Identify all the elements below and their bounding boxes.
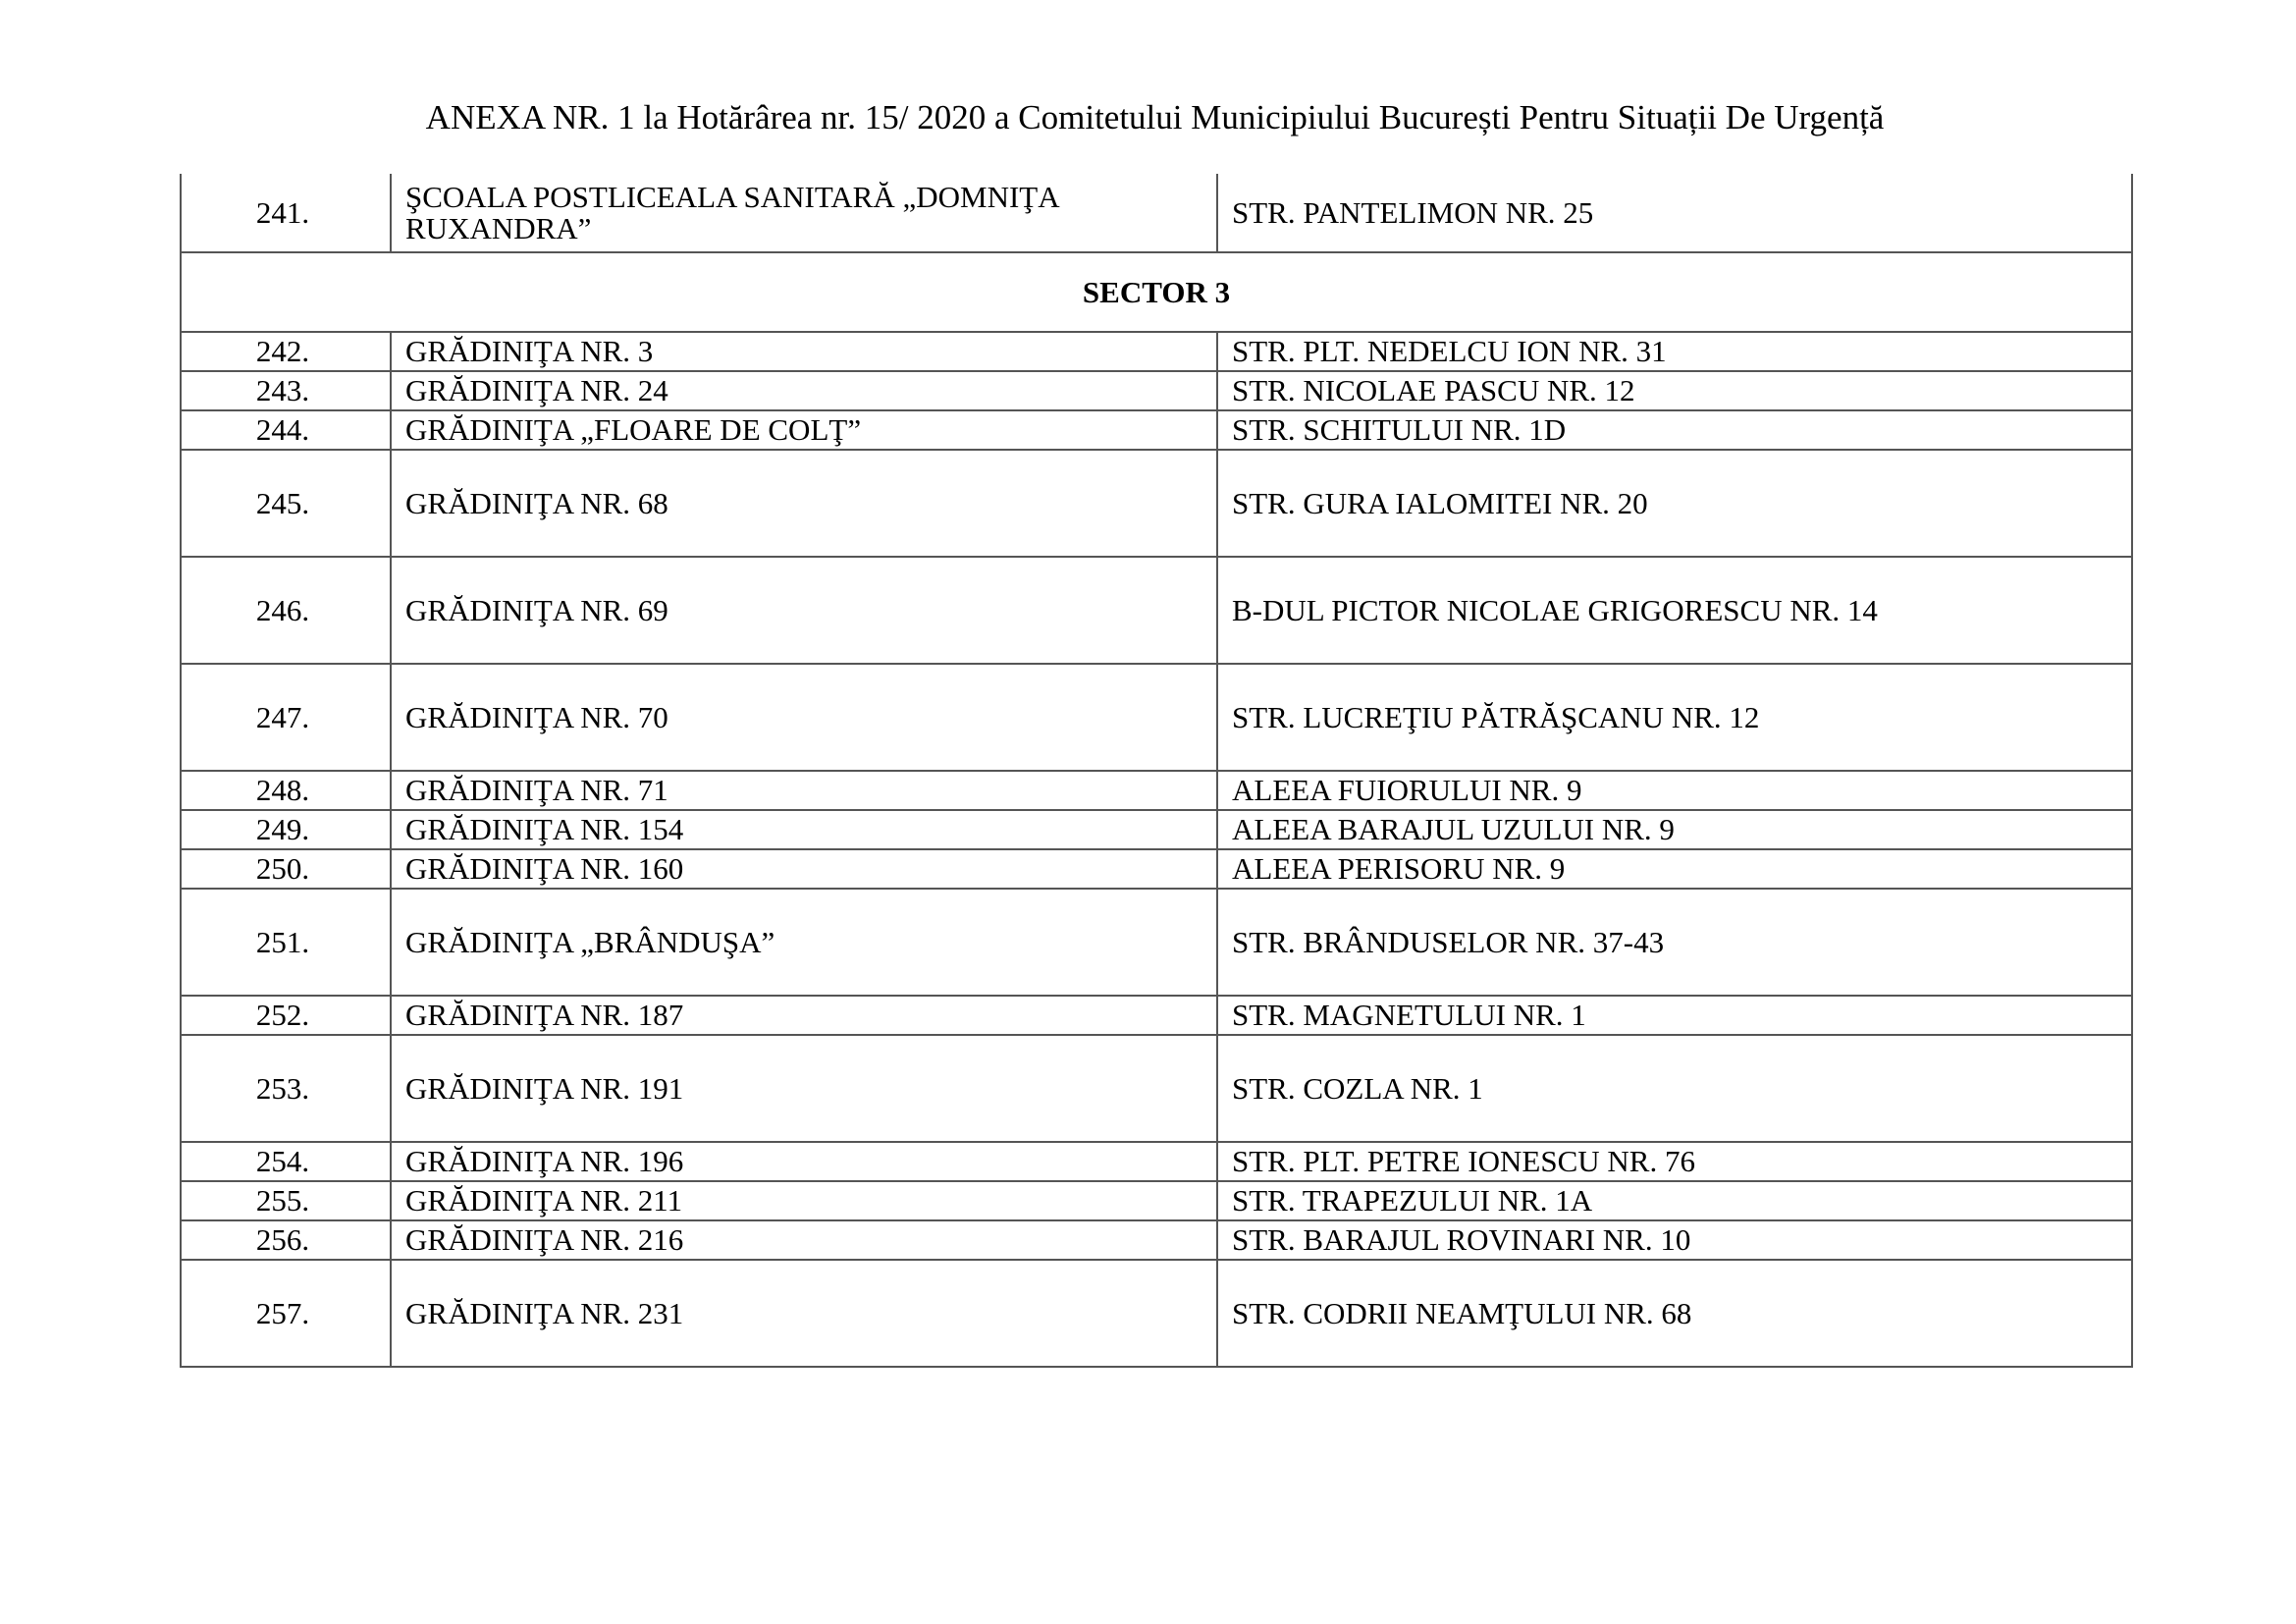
institution-name: GRĂDINIŢA NR. 24 [391,371,1217,410]
table-row [181,332,2132,371]
table-row [181,1181,2132,1220]
row-number: 255. [181,1181,391,1220]
institution-address: ALEEA BARAJUL UZULUI NR. 9 [1217,810,2132,849]
table-row [181,810,2132,849]
row-number: 249. [181,810,391,849]
table-row [181,557,2132,664]
table-row [181,849,2132,889]
table-row [181,1220,2132,1260]
institution-address: STR. NICOLAE PASCU NR. 12 [1217,371,2132,410]
row-number: 244. [181,410,391,450]
table-row [181,664,2132,771]
institution-name: GRĂDINIŢA NR. 69 [391,557,1217,664]
institution-address: STR. LUCREŢIU PĂTRĂŞCANU NR. 12 [1217,664,2132,771]
institution-address: STR. BRÂNDUSELOR NR. 37-43 [1217,889,2132,996]
institution-address: B-DUL PICTOR NICOLAE GRIGORESCU NR. 14 [1217,557,2132,664]
institution-name: GRĂDINIŢA NR. 160 [391,849,1217,889]
institution-name: GRĂDINIŢA NR. 231 [391,1260,1217,1367]
row-number: 252. [181,996,391,1035]
institution-name: GRĂDINIŢA NR. 70 [391,664,1217,771]
institutions-table [180,174,2133,1368]
institution-address: ALEEA PERISORU NR. 9 [1217,849,2132,889]
row-number: 253. [181,1035,391,1142]
institution-name: GRĂDINIŢA NR. 196 [391,1142,1217,1181]
row-number: 248. [181,771,391,810]
row-number: 246. [181,557,391,664]
institution-name: GRĂDINIŢA „BRÂNDUŞA” [391,889,1217,996]
table-row [181,1260,2132,1367]
table-row [181,889,2132,996]
institution-name: GRĂDINIŢA NR. 216 [391,1220,1217,1260]
institution-address: STR. GURA IALOMITEI NR. 20 [1217,450,2132,557]
institution-name: GRĂDINIŢA „FLOARE DE COLŢ” [391,410,1217,450]
institution-address: STR. BARAJUL ROVINARI NR. 10 [1217,1220,2132,1260]
institution-name: GRĂDINIŢA NR. 191 [391,1035,1217,1142]
row-number: 254. [181,1142,391,1181]
row-number: 241. [181,174,391,252]
institution-name: GRĂDINIŢA NR. 68 [391,450,1217,557]
institution-address: STR. TRAPEZULUI NR. 1A [1217,1181,2132,1220]
institution-address: STR. PANTELIMON NR. 25 [1217,174,2132,252]
table-row [181,996,2132,1035]
institution-address: STR. PLT. NEDELCU ION NR. 31 [1217,332,2132,371]
institution-name: GRĂDINIŢA NR. 3 [391,332,1217,371]
institution-address: STR. CODRII NEAMŢULUI NR. 68 [1217,1260,2132,1367]
table-row [181,1142,2132,1181]
institution-address: STR. SCHITULUI NR. 1D [1217,410,2132,450]
table-row [181,450,2132,557]
institution-name: GRĂDINIŢA NR. 211 [391,1181,1217,1220]
sector-header-row [181,252,2132,332]
institution-name: ŞCOALA POSTLICEALA SANITARĂ „DOMNIŢA RUXANDRA” [391,174,1217,252]
page-title: ANEXA NR. 1 la Hotărârea nr. 15/ 2020 a Comitetului Municipiului București Pentru Situații De Urgență [425,98,1885,136]
row-number: 257. [181,1260,391,1367]
institution-name: GRĂDINIŢA NR. 187 [391,996,1217,1035]
row-number: 243. [181,371,391,410]
row-number: 245. [181,450,391,557]
row-number: 256. [181,1220,391,1260]
sector-label: SECTOR 3 [181,252,2132,332]
table-row [181,771,2132,810]
institution-address: ALEEA FUIORULUI NR. 9 [1217,771,2132,810]
institution-address: STR. COZLA NR. 1 [1217,1035,2132,1142]
row-number: 251. [181,889,391,996]
table-row [181,371,2132,410]
table-row [181,174,2132,252]
row-number: 250. [181,849,391,889]
row-number: 242. [181,332,391,371]
institution-address: STR. PLT. PETRE IONESCU NR. 76 [1217,1142,2132,1181]
row-number: 247. [181,664,391,771]
institution-name: GRĂDINIŢA NR. 154 [391,810,1217,849]
institution-address: STR. MAGNETULUI NR. 1 [1217,996,2132,1035]
table-row [181,1035,2132,1142]
table-row [181,410,2132,450]
institution-name: GRĂDINIŢA NR. 71 [391,771,1217,810]
